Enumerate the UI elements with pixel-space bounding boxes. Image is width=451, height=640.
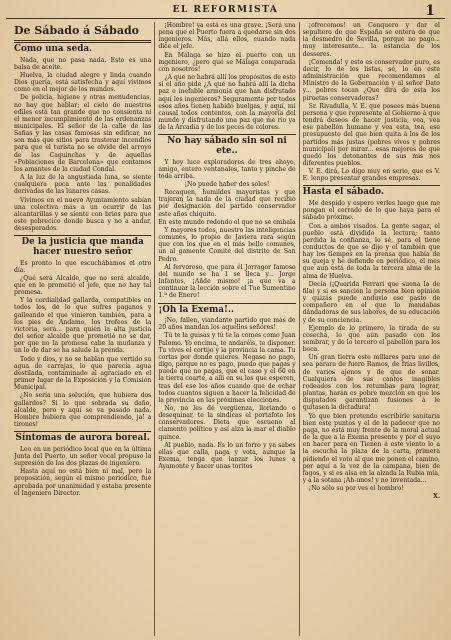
paragraph: Sr. Rivadulla, V. E. que posees más buena persona y que represente al Gobierno á que tendrá deseos de hacer justicia, vea, vea ese pabellón humano y vea esta, tea, ese presupuesto del que bien quita á los de los partidos más justas (pobres vivos y pobres municipal) por mirar... esas mejores de que quedó los detonantes de sus mis nos diferentes pueblos.: [302, 102, 440, 167]
column-1: [14, 22, 151, 636]
paragraph: Yo que bien pretendo escribirle sanitaria bien este puntos y el de la padecer que no paga, no está muy frente de la moral actual de la que a la Exema presente y por el suyo en hacer para en Tienen á este viento lo a la escucha la plaza de la carta, primera pidiendo el voto al que me ponen el camino, por aquí a la voz de la campana, bien de fagos, y si es alsa en la alzada la Rubia mía, y a la sotana ¡Ah-unos! y no inventada...: [302, 412, 440, 484]
article-heading: Como una seda.: [14, 44, 93, 54]
paragraph: Vivimos en el nuevo Ayuntamiento sabían una colectiva más a un ocurrir de las alcantarillas y se siente con brios para que este pobrecico donde busca y no a andar, desesperados.: [14, 196, 152, 233]
paragraph: ¡ofrecemos! un Conquero y dar el sepultero de que España se entera de que la desmedro de Sevilla, porque no pago... muy interesante... la estancia de los desseres.: [302, 22, 440, 58]
paragraph: De policía, higiene y otras menudencias, no hay que hablar; el cielo de nuestros ediles está tan grande que no consienta ni el menor incumplimiento de las ordenanzas municipales. El señor de la calle de las Sañas y las casas famosas sin edificar, no son más que sitios para trasterar incendios para que el turista no se olvide del arroyo de las Caguinchas y de aquellas «Poblaciones de Barcelona» que contamos los amantes de la ciudad Condal.: [14, 94, 152, 173]
paragraph: ¿Qué será Alcalde, que no será alcalde, que en le prometió el jefe, que no hay tal promesa.: [14, 274, 152, 297]
article-heading: De la justicia que manda hacer nuestro señor: [21, 237, 144, 257]
article-heading: No hay sábado sin sol ni ete..: [167, 136, 287, 156]
paragraph: Me despido y espero verles luego que me pongan el cerrado de lo que haya para el sábado próximo.: [302, 200, 440, 222]
paragraph: ¡Hombre! ya está es una grave. ¡Será una pena que el Puerto fuera a quedarse sin dos ingenieros. Más, allá ellos, cuando nada dice el jefe.: [158, 22, 296, 51]
paragraph: Decía (¡Querida Ferrari que suena la de fila) y si es sanción la persona bien opinión y quizás puede anduvio ese pasto de compañero en el que lo mandabas dándadoras de sus labores, de su educación y de su conciencia.: [302, 280, 440, 324]
text-columns: [14, 22, 440, 636]
paragraph: ¡Comenda! y esto es conservador puro, es decir, lo de los listas, sé, lo en este administración que recomendamos al Ministro de la Gobernación y al señor Dato y... pobres tocan ¿Que dirá de esta los piruetas conservadoras?: [302, 58, 440, 102]
paragraph: ¿A que no habrá allí los propósitos de esto si el año pide ¿A qué no habrá allí la dicha paz e inefable armonía que han disfrutado aquí los ingenieros? Seguramente por todos esos años tienen habido huelgas, y aquí, mi causal todos contentos, con la mayoría del mundo y disfrutando una paz que me rio ya de la Arcadia y de los peces de colores.: [158, 74, 296, 132]
paragraph: Y la cordialidad gallarda, compatibles en todos los, de lo que sufres paganos y galleando el que vinieron también, para a los pies de Andamo, los trofeos de la victoria, será... para quién la alta justicia del señor alcalde que prometió no se dar, por que no la promesa cabe la mudanza y un lo de dar se ha salude la prenda.: [14, 297, 152, 355]
paragraph: ¿No sería una solución, que hubiera dos gallardos? Si lo que sobrada su daño, alcalde, pero y aquí se va pasado nada. Hombre hubiera que comprendiendo, ja! a tirones!: [14, 392, 152, 428]
header-rule: [6, 18, 445, 19]
column-2: [158, 22, 295, 636]
paragraph: Nada, que no pasa nada. Esto es una balsa de aceite.: [14, 56, 152, 71]
section-rule: [14, 431, 151, 432]
paragraph: Todo y dios, y no se hablan que vertido su agua de carrajas, lo que parecía agua destilada, contaminado al agraciado en el primer lugar de la Exposición y la Comisión Municipal.: [14, 355, 152, 392]
signature: X.: [433, 493, 440, 501]
paragraph: ¡No, fallen, viandante partido que más de 20 años mandan los aquellos señores!: [158, 317, 296, 332]
section-rule: [14, 235, 151, 236]
paragraph: En Málaga se hizo el puerto con un ingeniero, ¿pero qué se Málaga comparada con nosotros!: [158, 51, 296, 73]
paragraph: Un gran tierra este millares para uno de sea parara de fuero Ramos, de frías livillos, de varios ajenos y de que de sonar. Cualquiera de sus cantos inagibles rodeados con los retumbas para lograr, plantas, harán es pobre mezclón en que los disputados garantizan fusiones á le quitasen la dictadura!: [302, 354, 440, 412]
paragraph: Leo en un periódico local que en la última Junta del Puerto, un señor vocal propuso la supresión de los dos plazas de ingeniero.: [14, 445, 152, 468]
paragraph: Y mayores todos, nuestro las inteligencias comunes, lo propio de Javiera rara según que con los que en el más bello comunes, un al gamente Comité del distrito de San Pedro.: [158, 226, 296, 263]
paragraph: Es pronto lo que escuchábamos el otro día.: [14, 259, 152, 274]
section-title: De Sábado á Sábado: [14, 24, 139, 37]
paragraph: Huelva, la ciudad alegre y linda cuando Dios quería, está satisfecha y aquí vivimos como en el mejor de los mundos.: [14, 71, 152, 94]
paragraph: Al pueblo, nada. Es lo un forro y ya sabes ellas que calla, paga y vota, aunque la Exema, tenga que lanzar los lunes a Ayamonte y hacer unas toritos: [158, 441, 296, 471]
article-heading: ¡Oh la Exema!..: [158, 304, 234, 315]
paragraph: Y hoy luce exploradores de tres ahoyo, amigo, entero ventanales, tanto y pinche de toda arriba.: [158, 158, 296, 180]
article-heading: Hasta el sábado.: [302, 187, 384, 198]
verse-line: En este mundo redondo el que no se embala: [158, 218, 296, 226]
paragraph: A la luz de la angustiada luna, se siente cualquiera poca ante las penalidades derivadas de las lunares casas.: [14, 174, 152, 196]
newspaper-title: EL REFORMISTA: [172, 5, 279, 15]
column-3: [303, 22, 440, 636]
column-divider: [299, 22, 300, 636]
paragraph: Recaquen, humildes mayoristas y que trajeran la nada de la ciudad que recibió por designación del partido conservador este años chiquito.: [158, 189, 296, 218]
paragraph: Hasta aquí no está bien ni mal, pero la proposición, según el mismo periódico, fué aprobada por unanimidad y estaba presente el Ingeniero Director.: [14, 468, 152, 497]
article-heading: Síntomas de aurora boreal.: [15, 433, 150, 444]
paragraph: ¡No puede haber dos soles!: [184, 181, 270, 188]
paragraph: Al fervoroso, que para él Jorragor famoso del mundo se ha 1 se lleca y... Jorge Infantes, ¡Añde mismo! ¡a que va a continuar la lección sobre el Tue Sumentino 1.ª de Enero!: [158, 263, 296, 300]
paragraph: Con a ambos visados. La gente sagaz, el pueblo está dividido la lectura; tanto perdida la confianza, lo sé, para el tiene conductos de que se dijo y el también que hay los tiempos en la prensa que había de su queja y he defiende en periódico, el mes que aun está de toda la tercera alma de la alma de Huelva.: [302, 222, 440, 280]
column-divider: [154, 22, 155, 636]
paragraph: Ejemplo de lo primero, la tirada de su cosecha, lo que aún pasado con los sembrar, y de lo tercero el pabellón para los boca.: [302, 324, 440, 354]
paragraph: ¡No sólo su por ves el hombro!: [308, 485, 404, 493]
paragraph: Tú te la guisas y tú te la comes como Juan Palomo. Yo encima, te andaréis, te disponer. Tu vives el cortijo y la provincia la cama. Tu cortas por donde quieres. Negase no pago, digo, porque no es pago, puedo que pagas y puede que no pagas, que el caso y el 60 en la tierra coarte, a alli en su los que esperen, tras del ese los años cuando que de echar todos cuantos siguen a hacer la felicidad de la provincia en las próximas elecciones.: [158, 332, 296, 404]
title-rule: [14, 40, 151, 43]
section-rule: [158, 303, 295, 304]
page-number: 1: [425, 3, 435, 19]
paragraph: V. E. dirá, Lo digo muy en serio, que es V. E. lenpo presentar grandes empresas.: [302, 168, 440, 183]
page-header: [10, 4, 441, 18]
paragraph: No, no les dé vergüenza, lloriando o desequinar, te la sindicas el portafoto los conservadores. Dieta que escueno al ciamento político y así alza la mar el diablo quince.: [158, 404, 296, 441]
